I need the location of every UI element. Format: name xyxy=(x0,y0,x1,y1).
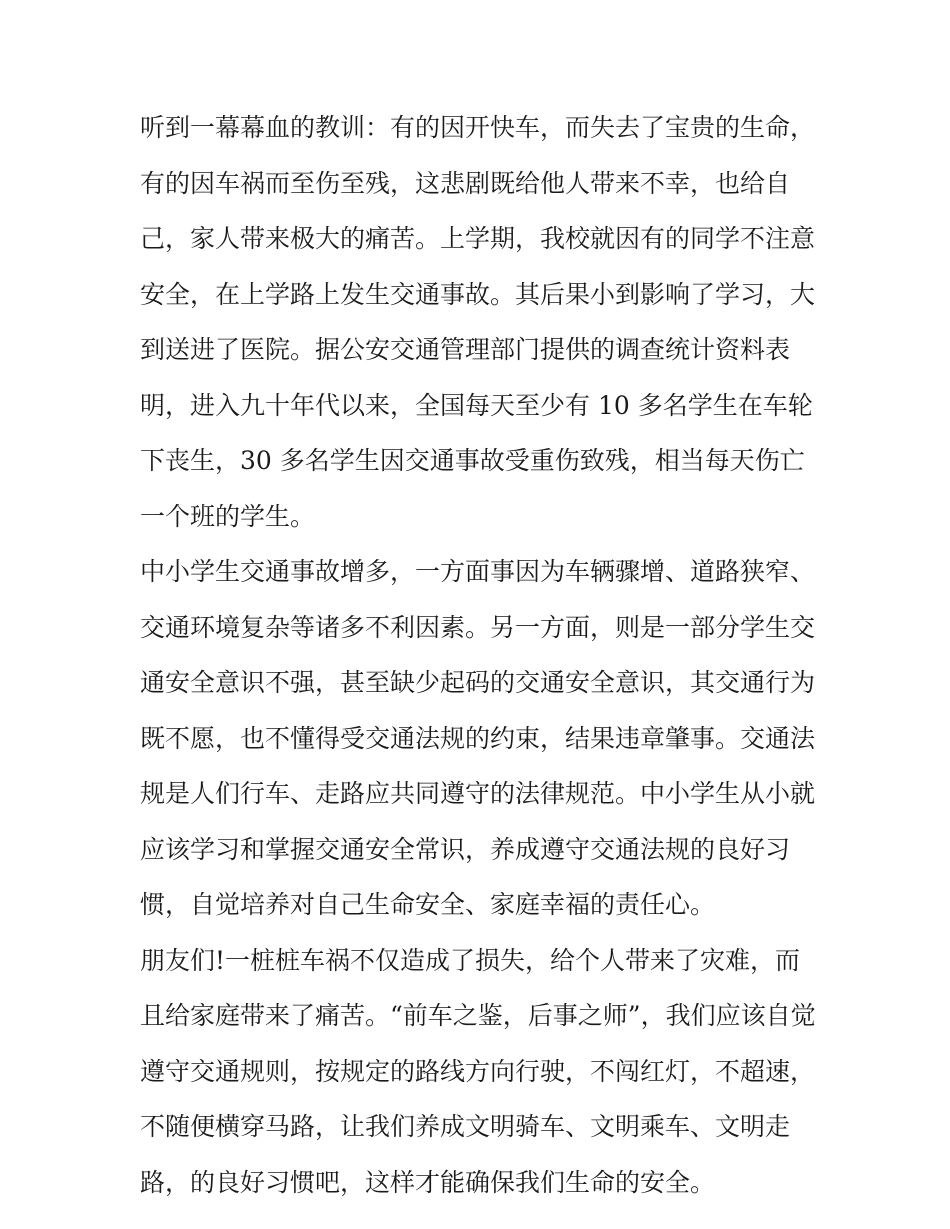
text-line: 到送进了医院。据公安交通管理部门提供的调查统计资料表 xyxy=(140,335,791,364)
text-line: 朋友们!一桩桩车祸不仅造成了损失，给个人带来了灾难，而 xyxy=(140,945,801,975)
text-line: 安全，在上学路上发生交通事故。其后果小到影响了学习，大 xyxy=(140,279,816,309)
text-line: 应该学习和掌握交通安全常识，养成遵守交通法规的良好习 xyxy=(140,834,791,864)
text-line: 中小学生交通事故增多，一方面事因为车辆骤增、道路狭窄、 xyxy=(140,557,816,586)
text-line: 明，进入九十年代以来，全国每天至少有 10 多名学生在车轮 xyxy=(140,390,813,420)
text-line: 有的因车祸而至伤至残，这悲剧既给他人带来不幸，也给自 xyxy=(140,168,791,198)
text-line: 既不愿，也不懂得受交通法规的约束，结果违章肇事。交通法 xyxy=(140,723,816,753)
text-line: 规是人们行车、走路应共同遵守的法律规范。中小学生从小就 xyxy=(140,779,816,808)
text-line: 通安全意识不强，甚至缺少起码的交通安全意识，其交通行为 xyxy=(140,668,816,697)
text-line: 听到一幕幕血的教训：有的因开快车，而失去了宝贵的生命， xyxy=(140,113,816,142)
document-body xyxy=(140,100,830,1210)
text-line: 不随便横穿马路，让我们养成文明骑车、文明乘车、文明走 xyxy=(140,1112,791,1141)
text-line: 惯，自觉培养对自己生命安全、家庭幸福的责任心。 xyxy=(140,890,716,919)
text-line: 一个班的学生。 xyxy=(140,501,316,531)
text-line: 遵守交通规则，按规定的路线方向行驶，不闯红灯，不超速， xyxy=(140,1056,816,1086)
text-line: 交通环境复杂等诸多不利因素。另一方面，则是一部分学生交 xyxy=(140,612,816,642)
text-line: 下丧生，30 多名学生因交通事故受重伤致残，相当每天伤亡 xyxy=(140,446,805,475)
text-line: 己，家人带来极大的痛苦。上学期，我校就因有的同学不注意 xyxy=(140,224,816,253)
text-line: 且给家庭带来了痛苦。“前车之鉴，后事之师”，我们应该自觉 xyxy=(140,1001,816,1030)
text-line: 路，的良好习惯吧，这样才能确保我们生命的安全。 xyxy=(140,1167,716,1197)
